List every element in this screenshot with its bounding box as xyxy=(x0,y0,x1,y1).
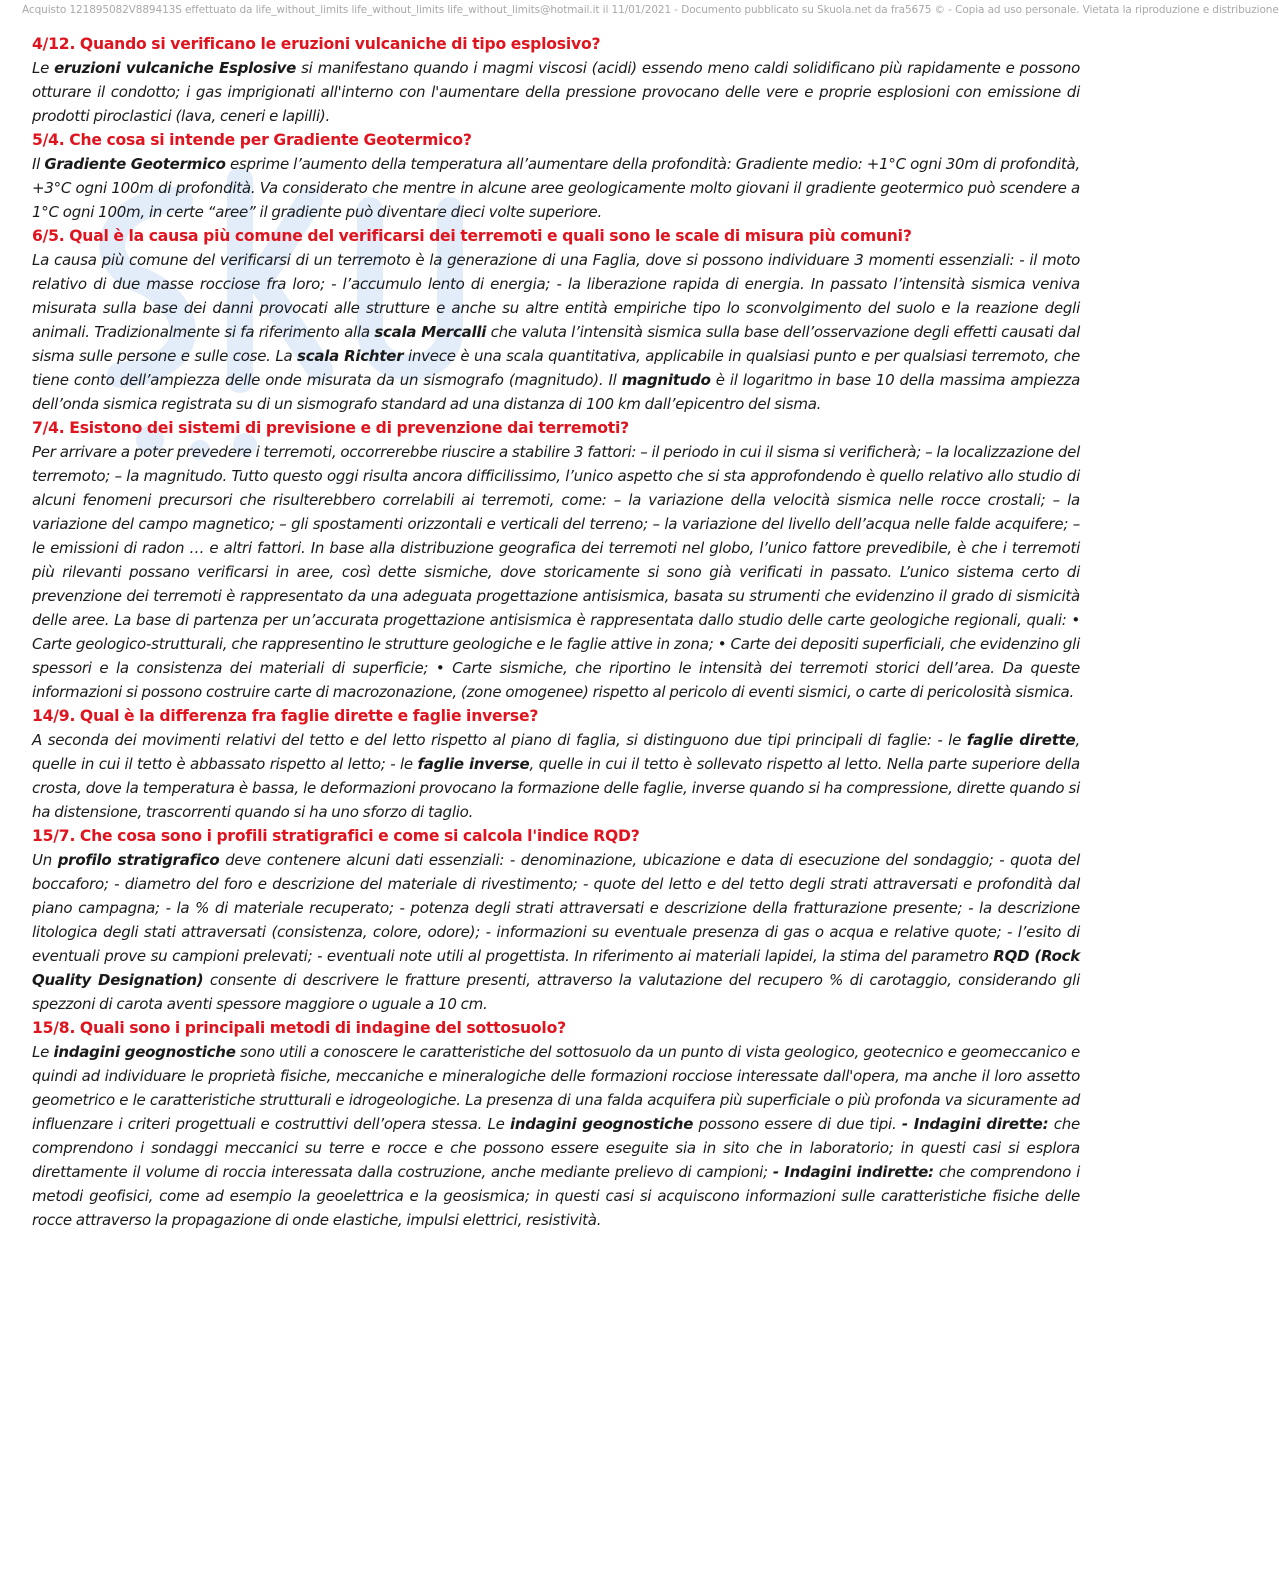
text-run: Il xyxy=(32,155,45,173)
bold-term: scala Mercalli xyxy=(374,323,487,341)
text-run: consente di descrivere le fratture presenti, attraverso la valutazione del recupero % di carotaggio, considerando gli spezzoni di carota aventi spessore maggiore o uguale a 10 cm. xyxy=(32,971,1080,1013)
text-run: possono essere di due tipi. xyxy=(693,1115,902,1133)
text-run: A seconda dei movimenti relativi del tetto e del letto rispetto al piano di faglia, si distinguono due tipi principali di faglie: - le xyxy=(32,731,967,749)
text-run: , quelle in cui il tetto è abbassato rispetto al letto; - le xyxy=(32,731,1080,773)
answer-paragraph xyxy=(32,56,1080,128)
bold-term: faglie dirette xyxy=(966,731,1076,749)
question-heading: 7/4. Esistono dei sistemi di previsione e di prevenzione dai terremoti? xyxy=(32,419,630,437)
text-run: invece è una scala quantitativa, applicabile in qualsiasi punto e per qualsiasi terremoto, che tiene conto dell’ampiezza delle onde misurata da un sismografo (magnitudo). Il xyxy=(32,347,1080,389)
answer-paragraph xyxy=(32,248,1080,416)
bold-term: - Indagini indirette: xyxy=(772,1163,934,1181)
answer-paragraph xyxy=(32,728,1080,824)
bold-term: Gradiente Geotermico xyxy=(44,155,226,173)
question-heading: 4/12. Quando si verificano le eruzioni vulcaniche di tipo esplosivo? xyxy=(32,35,601,53)
text-run: , quelle in cui il tetto è sollevato rispetto al letto. Nella parte superiore della crosta, dove la temperatura è bassa, le deformazioni provocano la formazione delle faglie, inverse quando si ha compressione, dirette quando si ha distensione, trascorrenti quando si ha uno sforzo di taglio. xyxy=(32,755,1081,821)
question-heading: 14/9. Qual è la differenza fra faglie dirette e faglie inverse? xyxy=(32,707,539,725)
text-run: sono utili a conoscere le caratteristiche del sottosuolo da un punto di vista geologico, geotecnico e geomeccanico e quindi ad individuare le proprietà fisiche, meccaniche e mineralogiche delle formazioni rocciose interessate dall'opera, ma anche il loro assetto geometrico e le caratteristiche strutturali e idrogeologiche. La presenza di una falda acquifera più superficiale o più profonda va sicuramente ad influenzare i criteri progettuali e costruttivi dell’opera stessa. Le xyxy=(32,1043,1080,1133)
answer-paragraph xyxy=(32,848,1080,1016)
text-run: si manifestano quando i magmi viscosi (acidi) essendo meno caldi solidificano più rapidamente e possono otturare il condotto; i gas imprigionati all'interno con l'aumentare della pressione provocano delle vere e proprie esplosioni con emissione di prodotti piroclastici (lava, ceneri e lapilli). xyxy=(32,59,1081,125)
text-run: che comprendono i metodi geofisici, come ad esempio la geoelettrica e la geosismica; in questi casi si acquiscono informazioni sulle caratteristiche fisiche delle rocce attraverso la propagazione di onde elastiche, impulsi elettrici, resistività. xyxy=(32,1163,1080,1229)
bold-term: - Indagini dirette: xyxy=(901,1115,1049,1133)
purchase-watermark-text: Acquisto 121895082V889413S effettuato da life_without_limits life_without_limits life_without_limits@hotmail.it il 11/01/2021 - Documento pubblicato su Skuola.net da fra5675 © - Copia ad uso personale. Vietata la riproduzione e distribuzione xyxy=(22,4,1279,16)
text-run: esprime l’aumento della temperatura all’aumentare della profondità: Gradiente medio: +1°C ogni 30m di profondità, +3°C ogni 100m di profondità. Va considerato che mentre in alcune aree geologicamente molto giovani il gradiente geotermico può scendere a 1°C ogni 100m, in certe “aree” il gradiente può diventare dieci volte superiore. xyxy=(32,155,1080,221)
text-run: che comprendono i sondaggi meccanici su terre e rocce e che possono essere eseguite sia in sito che in laboratorio; in questi casi si esplora direttamente il volume di roccia interessata dalla costruzione, anche mediante prelievo di campioni; xyxy=(32,1115,1080,1181)
text-run: è il logaritmo in base 10 della massima ampiezza dell’onda sismica registrata su di un sismografo standard ad una distanza di 100 km dall’epicentro del sisma. xyxy=(32,371,1081,413)
text-run: La causa più comune del verificarsi di un terremoto è la generazione di una Faglia, dove si possono individuare 3 momenti essenziali: - il moto relativo di due masse rocciose fra loro; - l’accumulo lento di energia; - la liberazione rapida di energia. In passato l’intensità sismica veniva misurata sulla base dei danni provocati alle strutture e anche su altre entità empiriche tipo lo sconvolgimento del suolo e la reazione degli animali. Tradizionalmente si fa riferimento alla xyxy=(32,251,1080,341)
answer-paragraph xyxy=(32,1040,1080,1232)
document-page xyxy=(32,32,1080,1232)
text-run: Un xyxy=(32,851,58,869)
bold-term: profilo stratigrafico xyxy=(57,851,220,869)
text-run: Le xyxy=(32,59,55,77)
text-run: Per arrivare a poter prevedere i terremoti, occorrerebbe riuscire a stabilire 3 fattori: – il periodo in cui il sisma si verificherà; – la localizzazione del terremoto; – la magnitudo. Tutto questo oggi risulta ancora difficilissimo, l’unico aspetto che si sta approfondendo è quello relativo allo studio di alcuni fenomeni precursori che risulterebbero correlabili ai terremoti, come: – la variazione della velocità sismica nelle rocce crostali; – la variazione del campo magnetico; – gli spostamenti orizzontali e verticali del terreno; – la variazione del livello dell’acqua nelle falde acquifere; – le emissioni di radon … e altri fattori. In base alla distribuzione geografica dei terremoti nel globo, l’unico fattore prevedibile, è che i terremoti più rilevanti possano verificarsi in aree, così dette sismiche, dove storicamente si sono già verificati in passato. L’unico sistema certo di prevenzione dei terremoti è rappresentato da una adeguata progettazione antisismica, basata su strumenti che evidenzino il grado di sismicità delle aree. La base di partenza per un’accurata progettazione antisismica è rappresentata dallo studio delle carte geologiche regionali, quali: • Carte geologico-strutturali, che rappresentino le strutture geologiche e le faglie attive in zona; • Carte dei depositi superficiali, che evidenzino gli spessori e la consistenza dei materiali di superficie; • Carte sismiche, che riportino le intensità dei terremoti storici dell’area. Da queste informazioni si possono costruire carte di macrozonazione, (zone omogenee) rispetto al pericolo di eventi sismici, o carte di pericolosità sismica. xyxy=(32,443,1080,701)
answer-paragraph xyxy=(32,440,1080,704)
bold-term: indagini geognostiche xyxy=(53,1043,236,1061)
bold-term: magnitudo xyxy=(621,371,711,389)
bold-term: indagini geognostiche xyxy=(509,1115,694,1133)
text-run: Le xyxy=(32,1043,54,1061)
question-heading: 6/5. Qual è la causa più comune del verificarsi dei terremoti e quali sono le scale di misura più comuni? xyxy=(32,227,912,245)
text-run: che valuta l’intensità sismica sulla base dell’osservazione degli effetti causati dal sisma sulle persone e sulle cose. La xyxy=(32,323,1080,365)
question-heading: 15/7. Che cosa sono i profili stratigrafici e come si calcola l'indice RQD? xyxy=(32,827,640,845)
bold-term: RQD (Rock Quality Designation) xyxy=(32,947,1080,989)
text-run: deve contenere alcuni dati essenziali: - denominazione, ubicazione e data di esecuzione del sondaggio; - quota del boccaforo; - diametro del foro e descrizione del materiale di rivestimento; - quote del letto e del tetto degli strati attraversati e profondità dal piano campagna; - la % di materiale recuperato; - potenza degli strati attraversati e descrizione della fratturazione presente; - la descrizione litologica degli stati attraversati (consistenza, colore, odore); - informazioni su eventuale presenza di gas o acqua e relative quote; - l’esito di eventuali prove su campioni prelevati; - eventuali note utili al progettista. In riferimento ai materiali lapidei, la stima del parametro xyxy=(32,851,1081,965)
bold-term: eruzioni vulcaniche Esplosive xyxy=(54,59,297,77)
bold-term: scala Richter xyxy=(297,347,404,365)
question-heading: 5/4. Che cosa si intende per Gradiente Geotermico? xyxy=(32,131,472,149)
question-heading: 15/8. Quali sono i principali metodi di indagine del sottosuolo? xyxy=(32,1019,566,1037)
answer-paragraph xyxy=(32,152,1080,224)
bold-term: faglie inverse xyxy=(417,755,530,773)
